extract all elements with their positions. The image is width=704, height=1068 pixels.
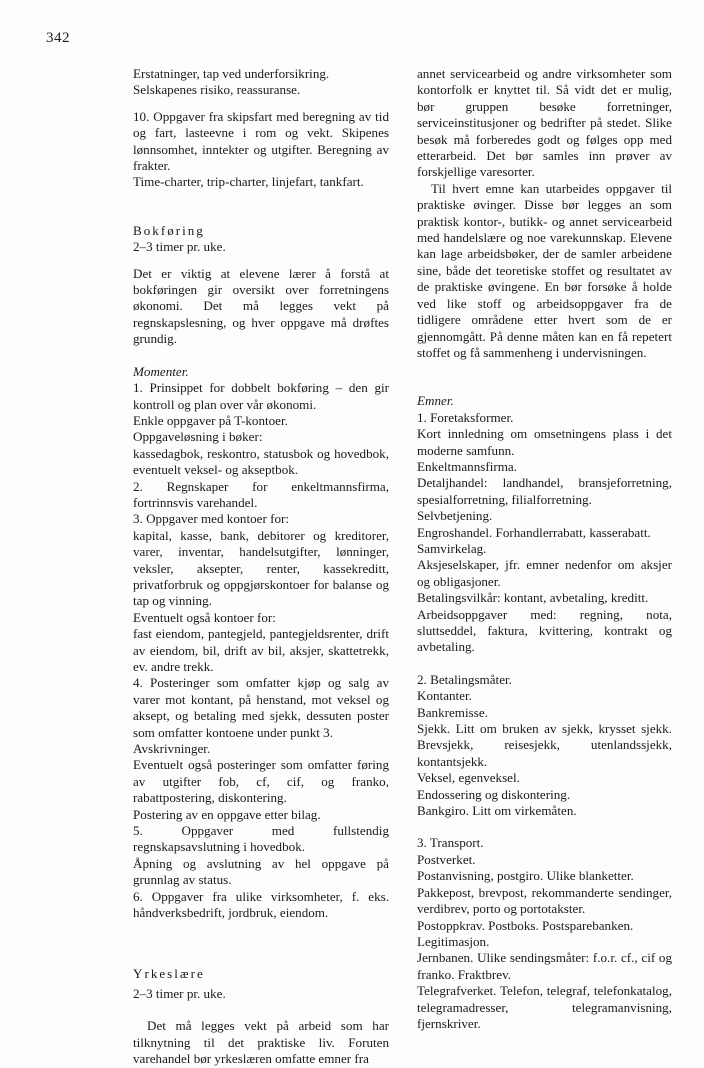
list-item: Jernbanen. Ulike sendingsmåter: f.o.r. cf., cif og franko. Fraktbrev. xyxy=(417,950,672,982)
list-item: Arbeidsoppgaver med: regning, nota, sluttseddel, faktura, kvittering, kontrakt og avbetaling. xyxy=(417,606,672,655)
list-item: Kort innledning om omsetningens plass i det moderne samfunn. xyxy=(417,426,672,458)
list-item: Legitimasjon. xyxy=(417,933,490,949)
text-line: Time-charter, trip-charter, linjefart, tankfart. xyxy=(133,174,364,190)
list-item: Enkle oppgaver på T-kontoer. xyxy=(133,412,288,428)
list-item: Aksjeselskaper, jfr. emner nedenfor om aksjer og obligasjoner. xyxy=(417,557,672,589)
list-item: 3. Transport. xyxy=(417,835,484,851)
list-item: kapital, kasse, bank, debitorer og kreditorer, varer, inventar, handelsutgifter, lønninger, veksler, aksepter, renter, kassekreditt, privatforbruk og oppgjørskontoer for balanse og tap og vinning. xyxy=(133,527,389,609)
text-line: Erstatninger, tap ved underforsikring. xyxy=(133,66,330,81)
paragraph: Det er viktig at elevene lærer å forstå at bokføringen gir oversikt over forretningens økonomi. Det må legges vekt på regnskapslesning, og hver oppgave må drøftes grundig. xyxy=(133,265,389,347)
right-column xyxy=(417,66,672,1032)
list-item: Eventuelt også kontoer for: xyxy=(133,609,276,625)
list-item: Sjekk. Litt om bruken av sjekk, krysset sjekk. Brevsjekk, reisesjekk, utenlandssjekk, kontantsjekk. xyxy=(417,721,672,769)
list-item: 2. Regnskaper for enkeltmannsfirma, fortrinnsvis varehandel. xyxy=(133,478,389,510)
list-item: Postanvisning, postgiro. Ulike blanketter. xyxy=(417,868,634,884)
paragraph: annet servicearbeid og andre virksomheter som kontorfolk er knyttet til. Så vidt det er mulig, bør gruppen besøke forretninger, serviceinstitusjoner og bedrifter på stedet. Slike besøk må forberedes godt og følges opp med etterarbeid. Det bør samles inn prøver av forskjellige varesorter. xyxy=(417,66,672,180)
section-heading: Bokføring xyxy=(133,222,205,238)
text-line: 10. Oppgaver fra skipsfart med beregning av tid og fart, lasteevne i rom og vekt. Skipenes lønnsomhet, inntekter og utgifter. Beregning av frakter. xyxy=(133,108,389,174)
list-item: 5. Oppgaver med fullstendig regnskapsavslutning i hovedbok. xyxy=(133,823,389,855)
list-item: Veksel, egenveksel. xyxy=(417,770,520,786)
paragraph: Det må legges vekt på arbeid som har tilknytning til det praktiske liv. Foruten varehandel bør yrkeslæren omfatte emner fra xyxy=(133,1018,389,1067)
list-item: Endossering og diskontering. xyxy=(417,786,571,802)
list-item: 6. Oppgaver fra ulike virksomheter, f. eks. håndverksbedrift, jordbruk, eiendom. xyxy=(133,888,389,921)
list-item: Engroshandel. Forhandlerrabatt, kasserabatt. xyxy=(417,524,651,540)
hours-line: 2–3 timer pr. uke. xyxy=(133,239,226,255)
list-item: Postverket. xyxy=(417,851,476,867)
subheading: Momenter. xyxy=(133,363,189,379)
hours-line: 2–3 timer pr. uke. xyxy=(133,985,226,1001)
list-item: Postering av en oppgave etter bilag. xyxy=(133,806,321,822)
emner-section-2 xyxy=(417,672,672,820)
paragraph xyxy=(133,66,389,99)
list-item: 2. Betalingsmåter. xyxy=(417,671,512,687)
list-item: Kontanter. xyxy=(417,688,472,704)
left-column xyxy=(133,66,389,1068)
list-item: Pakkepost, brevpost, rekommanderte sendinger, verdibrev, porto og portotakster. xyxy=(417,884,672,917)
list-item: kassedagbok, reskontro, statusbok og hovedbok, eventuelt veksel- og akseptbok. xyxy=(133,445,389,478)
list-item: Eventuelt også posteringer som omfatter føring av utgifter fob, cf, cif, og franko, rabattpostering, diskontering. xyxy=(133,757,389,806)
list-item: 4. Posteringer som omfatter kjøp og salg av varer mot kontant, på henstand, mot veksel og aksept, og betaling med sjekk, dessuten poster som omfatter kontoene under punkt 3. xyxy=(133,675,389,740)
momenter-list xyxy=(133,380,389,921)
list-item: Postoppkrav. Postboks. Postsparebanken. xyxy=(417,917,634,933)
list-item: Åpning og avslutning av hel oppgave på grunnlag av status. xyxy=(133,855,389,888)
list-item: Enkeltmannsfirma. xyxy=(417,458,517,474)
text-line: Selskapenes risiko, reassuranse. xyxy=(133,82,301,98)
list-item: Bankgiro. Litt om virkemåten. xyxy=(417,803,577,819)
list-item: 1. Foretaksformer. xyxy=(417,409,514,425)
list-item: Selvbetjening. xyxy=(417,508,493,524)
paragraph: Til hvert emne kan utarbeides oppgaver til praktiske øvinger. Disse bør legges an som praktisk kontor-, butikk- og annet servicearbeid med handelslære og noe varekunnskap. Elevene kan lage arbeidsbøker, der de samler arbeidene sine, både det teoretiske stoffet og resultatet av de praktiske øvingene. En bør forsøke å holde ved like stoff og arbeidsoppgaver fra de tidligere områdene etter hvert som de er gjennomgått. På denne måten kan en få repetert stoffet og få sammenheng i undervisningen. xyxy=(417,180,672,360)
paragraph xyxy=(133,109,389,191)
list-item: Bankremisse. xyxy=(417,704,488,720)
emner-section-1 xyxy=(417,410,672,656)
emner-section-3 xyxy=(417,835,672,1032)
list-item: fast eiendom, pantegjeld, pantegjeldsrenter, drift av eiendom, bil, drift av bil, aksjer, skattetrekk, ev. andre trekk. xyxy=(133,626,389,674)
list-item: 3. Oppgaver med kontoer for: xyxy=(133,511,289,527)
section-heading: Yrkeslære xyxy=(133,965,205,981)
list-item: Samvirkelag. xyxy=(417,540,487,556)
page-number: 342 xyxy=(46,30,70,46)
list-item: Oppgaveløsning i bøker: xyxy=(133,429,263,445)
list-item: 1. Prinsippet for dobbelt bokføring – den gir kontroll og plan over vår økonomi. xyxy=(133,380,389,412)
subheading: Emner. xyxy=(417,393,454,409)
list-item: Avskrivninger. xyxy=(133,741,211,757)
list-item: Telegrafverket. Telefon, telegraf, telefonkatalog, telegramadresser, telegramanvisning, fjernskriver. xyxy=(417,983,672,1031)
list-item: Betalingsvilkår: kontant, avbetaling, kreditt. xyxy=(417,590,649,606)
list-item: Detaljhandel: landhandel, bransjeforretning, spesialforretning, filialforretning. xyxy=(417,475,672,507)
